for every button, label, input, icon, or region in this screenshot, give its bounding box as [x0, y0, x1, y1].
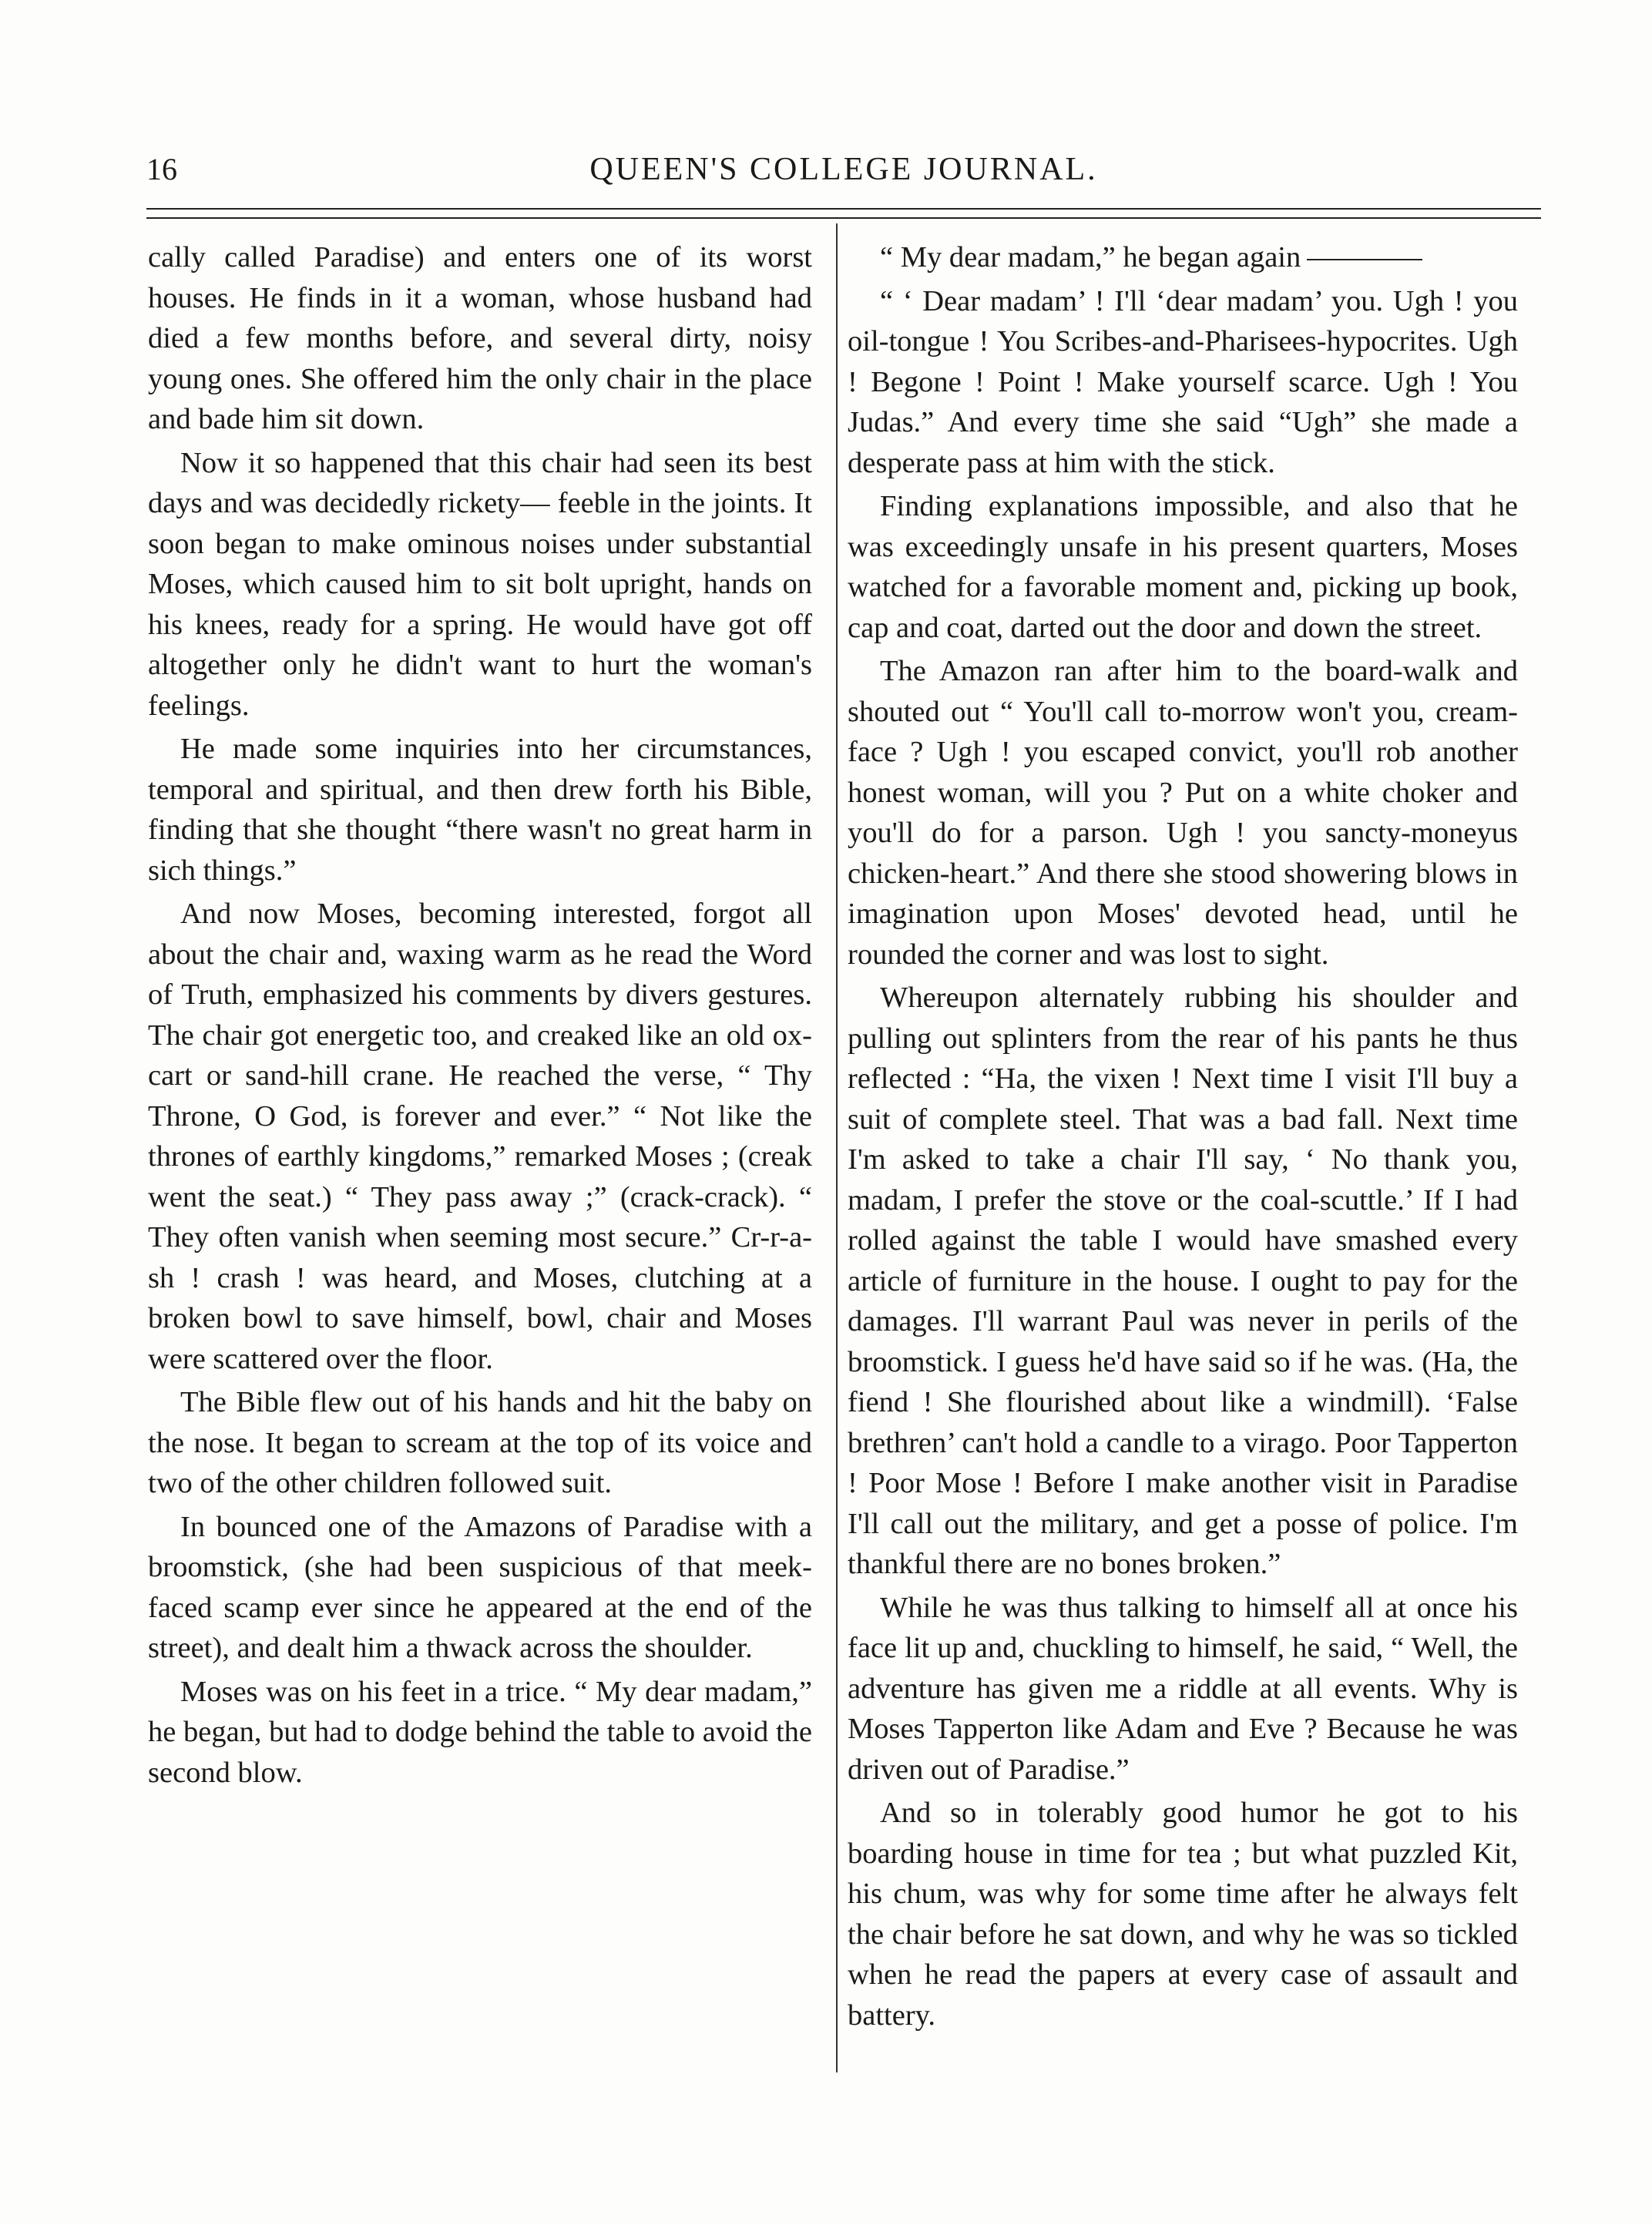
header-rule-top — [146, 208, 1541, 210]
paragraph: And so in tolerably good humor he got to his boarding house in time for tea ; but what puzzled Kit, his chum, was why for some time after he always felt the chair before he sat down, and why he was so tickled when he read the papers at every case of assault and battery. — [848, 1797, 1518, 2032]
paragraph-text: “ My dear madam,” he began again — [880, 241, 1301, 274]
page-number: 16 — [146, 152, 177, 186]
paragraph: Moses was on his feet in a trice. “ My dear madam,” he began, but had to dodge behind the table to avoid the second blow. — [148, 1675, 812, 1789]
paragraph: And now Moses, becoming interested, forgot all about the chair and, waxing warm as he read the Word of Truth, emphasized his comments by divers gestures. The chair got energetic too, and creaked like an old ox-cart or sand-hill crane. He reached the verse, “ Thy Throne, O God, is forever and ever.” “ Not like the thrones of earthly kingdoms,” remarked Moses ; (creak went the seat.) “ They pass away ;” (crack-crack). “ They often vanish when seeming most secure.” Cr-r-a-sh ! crash ! was heard, and Moses, clutching at a broken bowl to save himself, bowl, chair and Moses were scattered over the floor. — [148, 898, 812, 1375]
paragraph: In bounced one of the Amazons of Paradise with a broomstick, (she had been suspicious of that meek-faced scamp ever since he appeared at the end of the street), and dealt him a thwack across the shoulder. — [148, 1510, 812, 1664]
paragraph-lead — [848, 237, 1518, 278]
page-header — [146, 151, 1541, 197]
paragraph: “ ‘ Dear madam’ ! I'll ‘dear madam’ you. Ugh ! you oil-tongue ! You Scribes-and-Pharisees-hypocrites. Ugh ! Begone ! Point ! Make yourself scarce. Ugh ! You Judas.” And every time she said “Ugh” she made a desperate pass at him with the stick. — [848, 284, 1518, 479]
paragraph: Now it so happened that this chair had seen its best days and was decidedly rickety— feeble in the joints. It soon began to make ominous noises under substantial Moses, which caused him to sit bolt upright, hands on his knees, ready for a spring. He would have got off altogether only he didn't want to hurt the woman's feelings. — [148, 446, 812, 722]
paragraph: Whereupon alternately rubbing his shoulder and pulling out splinters from the rear of his pants he thus reflected : “Ha, the vixen ! Next time I visit I'll buy a suit of complete steel. That was a bad fall. Next time I'm asked to take a chair I'll say, ‘ No thank you, madam, I prefer the stove or the coal-scuttle.’ If I had rolled against the table I would have smashed every article of furniture in the house. I ought to pay for the damages. I'll warrant Paul was never in perils of the broomstick. I guess he'd have said so if he was. (Ha, the fiend ! She flourished about like a windmill). ‘False brethren’ can't hold a candle to a virago. Poor Tapperton ! Poor Mose ! Before I make another visit in Paradise I'll call out the military, and get a posse of police. I'm thankful there are no bones broken.” — [848, 982, 1518, 1580]
paragraph: The Bible flew out of his hands and hit the baby on the nose. It began to scream at the top of its voice and two of the other children followed suit. — [148, 1386, 812, 1499]
journal-title: QUEEN'S COLLEGE JOURNAL. — [589, 152, 1098, 187]
paragraph: cally called Paradise) and enters one of its worst houses. He finds in it a woman, whose husband had died a few months before, and several dirty, noisy young ones. She offered him the only chair in the place and bade him sit down. — [148, 241, 812, 435]
paragraph: Finding explanations impossible, and also that he was exceedingly unsafe in his present quarters, Moses watched for a favorable moment and, picking up book, cap and coat, darted out the door and down the street. — [848, 490, 1518, 644]
column-divider — [836, 223, 838, 2072]
em-dash-rule — [1307, 259, 1422, 260]
paragraph: The Amazon ran after him to the board-walk and shouted out “ You'll call to-morrow won't you, cream-face ? Ugh ! you escaped convict, you'll rob another honest woman, will you ? Put on a white choker and you'll do for a parson. Ugh ! you sancty-moneyus chicken-heart.” And there she stood showering blows in imagination upon Moses' devoted head, until he rounded the corner and was lost to sight. — [848, 655, 1518, 971]
right-column — [848, 237, 1518, 2035]
left-column — [148, 237, 812, 1793]
paragraph: He made some inquiries into her circumstances, temporal and spiritual, and then drew forth his Bible, finding that she thought “there wasn't no great harm in sich things.” — [148, 733, 812, 887]
paragraph: While he was thus talking to himself all at once his face lit up and, chuckling to himself, he said, “ Well, the adventure has given me a riddle at all events. Why is Moses Tapperton like Adam and Eve ? Because he was driven out of Paradise.” — [848, 1591, 1518, 1786]
header-rule-bottom — [146, 217, 1541, 219]
